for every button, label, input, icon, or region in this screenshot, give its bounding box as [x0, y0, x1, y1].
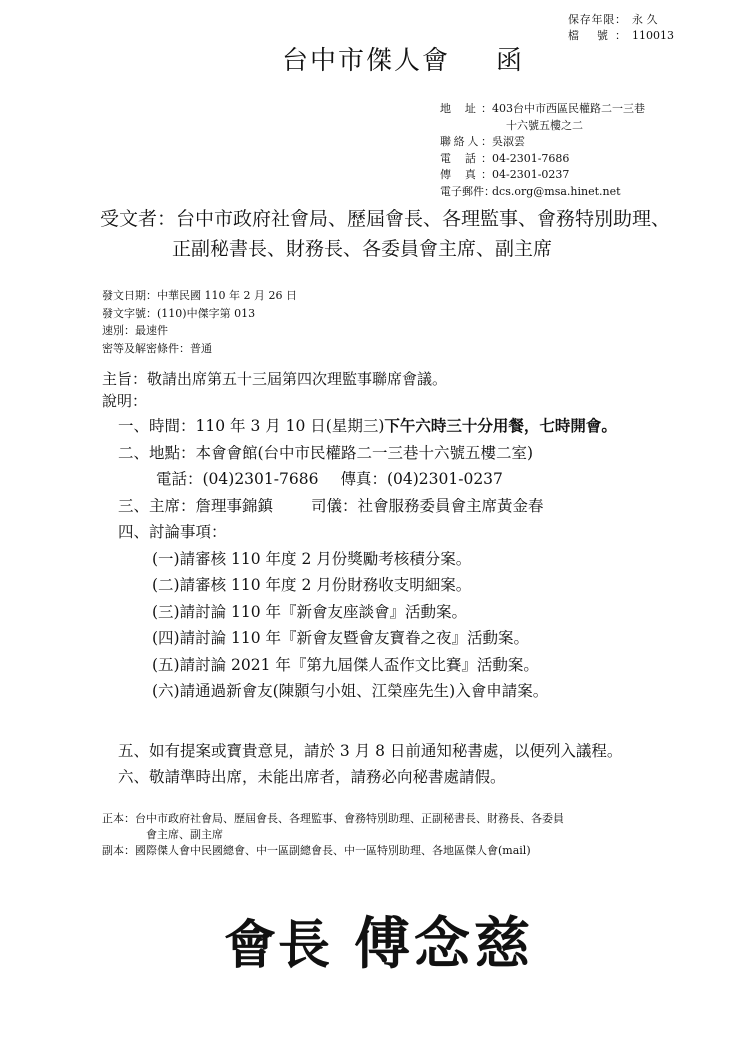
item-discussion-label: 四、討論事項： [118, 523, 227, 541]
letterhead-title [282, 40, 524, 77]
file-number-value: 110013 [632, 29, 674, 42]
copies-block [102, 811, 564, 859]
delivery-speed: 速別：最速件 [102, 324, 168, 337]
secrecy-level: 密等及解密條件：普通 [102, 341, 212, 355]
issue-number: 發文字號：(110)中傑字第 013 [102, 306, 256, 320]
address-line1: 403台中市西區民權路二一三巷 [492, 102, 645, 115]
fax-row [440, 167, 645, 184]
fax-label: 傳 真： [440, 168, 492, 181]
contact-person: 吳淑雲 [492, 135, 525, 148]
retention-block [568, 12, 674, 44]
subject-line: 主旨：敬請出席第五十三屆第四次理監事聯席會議。 [102, 370, 448, 388]
retention-period-row [568, 12, 674, 28]
address-row [440, 101, 645, 118]
email-label: 電子郵件： [440, 184, 495, 198]
contact-person-label: 聯絡人： [440, 135, 492, 148]
discussion-item: (四)請討論 110 年『新會友暨會友寶眷之夜』活動案。 [152, 629, 530, 647]
phone-label: 電 話： [440, 151, 492, 165]
explanation-items [118, 414, 617, 706]
organization-name: 台中市傑人會 [282, 46, 451, 76]
issue-date: 發文日期：中華民國 110 年 2 月 26 日 [102, 289, 297, 302]
retention-period-value: 永 久 [632, 13, 658, 26]
main-copy-line2: 會主席、副主席 [146, 828, 223, 841]
signature-title: 會長 [224, 916, 333, 976]
closing-items [118, 739, 622, 791]
item-time-text: 一、時間：110 年 3 月 10 日(星期三) [118, 417, 385, 435]
item-place: 二、地點：本會會館(台中市民權路二一三巷十六號五樓二室) [118, 443, 534, 462]
retention-period-label: 保存年限： [568, 13, 626, 26]
recipient-line1: 受文者：台中市政府社會局、歷屆會長、各理監事、會務特別助理、 [100, 208, 671, 230]
file-number-label: 檔 號： [568, 29, 626, 42]
main-copy-line1: 正本：台中市政府社會局、歷屆會長、各理監事、會務特別助理、正副秘書長、財務長、各委員 [102, 812, 564, 825]
phone-value: 04-2301-7686 [492, 151, 570, 165]
discussion-item: (五)請討論 2021 年『第九屆傑人盃作文比賽』活動案。 [152, 655, 539, 674]
carbon-copy: 副本：國際傑人會中民國總會、中一區副總會長、中一區特別助理、各地區傑人會(mail) [102, 844, 531, 857]
place-fax: 傳真：(04)2301-0237 [340, 470, 503, 488]
file-number-row [568, 28, 674, 44]
mc-text: 司儀：社會服務委員會主席黃金春 [311, 496, 544, 515]
chair-text: 三、主席：詹理事錦鎮 [118, 496, 274, 515]
recipient-block [100, 204, 670, 264]
contact-block [440, 101, 645, 200]
discussion-item: (一)請審核 110 年度 2 月份獎勵考核積分案。 [152, 549, 472, 568]
item-attendance: 六、敬請準時出席，未能出席者，請務必向秘書處請假。 [118, 768, 506, 786]
explanation-label: 說明： [102, 392, 148, 410]
place-phone: 電話：(04)2301-7686 [156, 470, 319, 488]
recipient-line2: 正副秘書長、財務長、各委員會主席、副主席 [172, 238, 553, 260]
item-chair [118, 494, 617, 521]
item-time-bold: 下午六時三十分用餐，七時開會。 [384, 416, 617, 435]
discussion-item: (二)請審核 110 年度 2 月份財務收支明細案。 [152, 576, 472, 594]
signature-name: 傅念慈 [354, 912, 535, 977]
email-value: dcs.org@msa.hinet.net [492, 184, 621, 198]
address-line2: 十六號五樓之二 [506, 118, 583, 132]
fax-value: 04-2301-0237 [492, 168, 570, 181]
signature-block [224, 900, 534, 980]
item-place-contact [118, 467, 617, 494]
item-proposals: 五、如有提案或寶貴意見，請於 3 月 8 日前通知秘書處，以便列入議程。 [118, 742, 623, 760]
document-meta [102, 287, 297, 357]
email-row [440, 184, 645, 201]
address-label: 地 址： [440, 102, 492, 115]
item-time [118, 414, 617, 441]
discussion-item: (六)請通過新會友(陳顥勻小姐、江榮座先生)入會申請案。 [152, 682, 549, 700]
discussion-item: (三)請討論 110 年『新會友座談會』活動案。 [152, 602, 468, 621]
document-type: 函 [496, 46, 525, 76]
phone-row [440, 151, 645, 168]
contact-person-row [440, 134, 645, 151]
